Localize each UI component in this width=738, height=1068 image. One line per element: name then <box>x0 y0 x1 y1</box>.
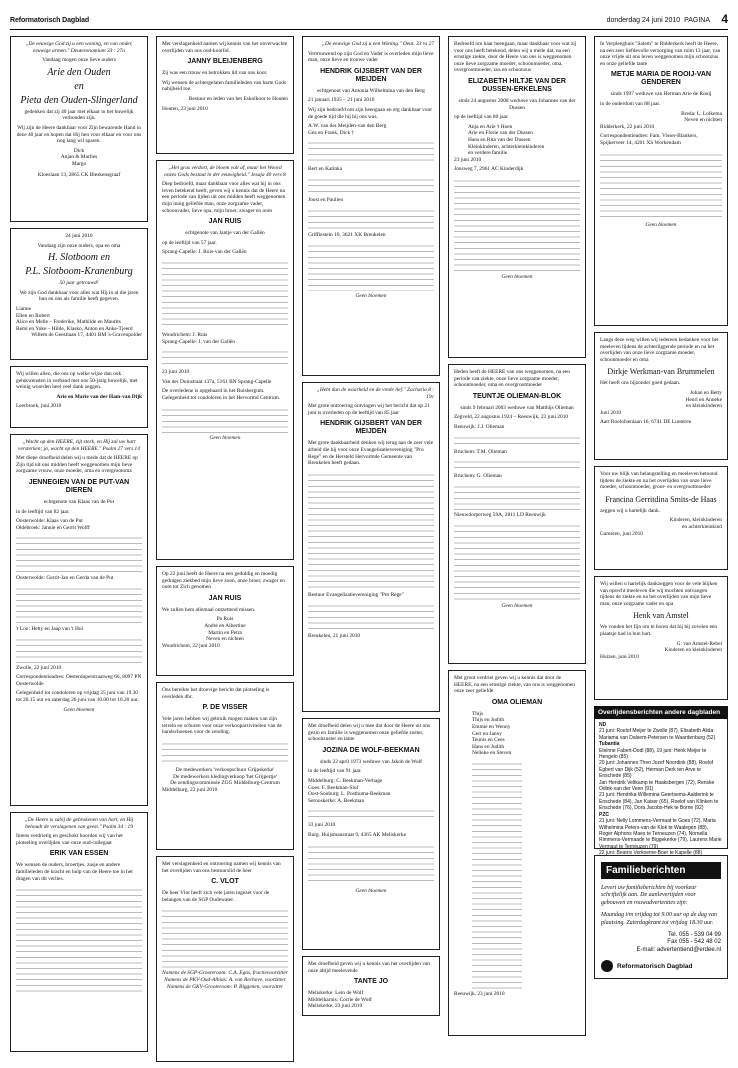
text-lines <box>162 405 288 433</box>
subtitle: sinds 1997 weduwe van Herman Arie de Rooij <box>610 91 712 98</box>
name: Henk van Amstel <box>633 611 689 621</box>
text: gedenken dat zij 40 jaar met elkaar in het huwelijk verbonden zijn. <box>24 108 134 122</box>
familieberichten-box <box>594 855 728 979</box>
deceased-name: ELIZABETH HILTJE VAN DER DUSSEN-ERKELENS <box>468 77 566 93</box>
text: Met grote ontroering ontvingen wij het bericht dat op 21 juni is overleden op de leeftijd van 85 jaar <box>308 403 430 416</box>
family-lines <box>16 584 142 624</box>
family-member: Middelharnis: Corrie de Wolf <box>308 996 372 1003</box>
date: Zegveld, 22 augustus 1924 – Reeuwijk, 23 juni 2010 <box>454 414 569 421</box>
family-lines <box>308 806 434 820</box>
death-notice-oma-olieman <box>448 670 586 1036</box>
subtitle: echtgenote van Klaas van de Put <box>43 498 115 505</box>
text-lines <box>162 906 288 968</box>
text: Ons bereikte het droevige bericht dat plotseling is overleden dhr. <box>162 687 270 700</box>
subtitle: sinds 24 augustus 2008 weduwe van Johannes van der Dussen <box>458 97 576 111</box>
text-lines <box>308 842 434 886</box>
family-lines <box>472 759 522 989</box>
body: Zij was een trouw en betrokken lid van ons koor. <box>162 70 268 77</box>
age: in de leeftijd van 82 jaar. <box>16 508 70 515</box>
deceased-name: TANTE JO <box>353 978 389 986</box>
address: Aart Roelofsenlaan 16, 6741 DE Lunteren <box>600 419 692 426</box>
text: Langs deze weg willen wij iedereen bedanken voor het meeleven tijdens de achterliggende periode en na het overlijden van onze lieve zorgzame moeder, schoonmoeder en oma <box>600 337 719 363</box>
address: Burg. Huijsmanstraat 9, 4365 AK Meliskerke <box>308 831 406 838</box>
deceased-name: TEUNTJE OLIEMAN-BLOK <box>472 392 562 400</box>
family-member: Bert en Katinka <box>308 166 343 173</box>
wish: Wij zijn de Heere dankbaar voor Zijn bewarende Hand in deze 40 jaar en hopen dat Hij hen voor elkaar en voor ons nog lang wil sparen. <box>16 124 142 145</box>
body: Wij zijn bedroefd om zijn heengaan en erg dankbaar voor de goede tijd die hij bij ons was. <box>308 106 433 120</box>
date: 21 januari 1925 – 21 juni 2010 <box>308 97 375 104</box>
death-notice-tante-jo <box>302 956 440 1016</box>
intro: Diep bedroefd, maar dankbaar voor alles wat hij in ons leven betekend heeft, geven wij u kennis dat de Heere na een periode van lijden uit ons midden heeft weggenomen mijn innig geliefde man, onze zorgzame vader, schoonvader, lieve opa, mijn broer, zwager en oom <box>162 181 286 214</box>
date: 23 juni 2010 <box>162 369 190 376</box>
address: Willem de Geestlaan 17, 4401 BM 's-Gravenpolder <box>31 332 142 339</box>
family-member: Lianne <box>16 305 31 312</box>
paper-name: PZC <box>599 811 609 818</box>
family-member: Teunis en Cees <box>472 737 505 744</box>
family-member: A.W. van der Meijden-van den Berg <box>308 123 387 130</box>
family-list <box>454 424 580 510</box>
death-notice-van-der-dussen <box>448 36 586 358</box>
obituary-line: 21 juni: Nelly Lommens-Vermaat te Goes (72), Maria Wilhelmina Peters-van de Klok te Waalegen (88), Roger Alphons Maes te Terneuzen (74), Nornella Rimmens-Vermaade te Biggekerke (79), Laurens Marie Vermaut te Terneuzen (79) <box>599 818 722 850</box>
family-member: Bruchem: T.M. Olieman <box>454 448 507 455</box>
deceased-name: ERIK VAN ESSEN <box>49 850 109 858</box>
verse: „De Heere is sabij de gebrokenen van hart, en Hij behoudt de verslagenen van geest." Psalm 34 : 19 <box>24 817 134 830</box>
intro: Vandaag zijn onze ouders, opa en oma <box>37 242 121 249</box>
family-list <box>16 148 142 168</box>
text: In Verpleeghuis "Salem" te Ridderkerk heeft de Heere, na een zeer liefdevolle verzorging van ruim 13 jaar, van onze vrijde uit ons leven weggenomen mijn schoonzus en onze geliefde tante <box>600 41 721 67</box>
death-notice-van-de-put <box>10 434 148 806</box>
date: Ridderkerk, 22 juni 2010 <box>600 123 655 130</box>
deceased-name: P. DE VISSER <box>202 704 248 712</box>
signature: Bestuur en leden van het Eskolkoor te Houten <box>188 95 288 102</box>
family-member: Gea en Frank, Dick † <box>308 129 355 136</box>
closing: Geen bloemen <box>645 221 677 228</box>
death-notice-van-essen <box>10 812 148 1052</box>
death-notice-jan-ruis <box>156 160 294 560</box>
name-2: Pieta den Ouden-Slingerland <box>20 94 138 106</box>
family-lines <box>308 206 434 230</box>
obituary-line: Jan Hendrik Veltkamp te Haaksbergen (72), Renske Odink-van der Veen (91) <box>599 779 715 793</box>
anniversary-ad-den-ouden <box>10 36 148 222</box>
family-member: Joost en Paulien <box>308 196 344 203</box>
column-4 <box>448 36 586 1056</box>
signature: De medewerkers kledingverkoop 'het Grijpertje' <box>173 773 277 780</box>
family-lines <box>454 433 580 447</box>
family-list <box>308 123 434 229</box>
signature-list <box>162 970 288 990</box>
text: Met verslagenheid namen wij kennis van het onverwachte overlijden van ons oud-koorlid. <box>162 41 288 54</box>
death-notice-pro-rege <box>302 382 440 712</box>
family-member: Thijs <box>472 710 484 717</box>
family-member: Bruchem: G. Olieman <box>454 473 502 480</box>
thanks-ad-smits <box>594 466 728 570</box>
family-list <box>454 124 580 157</box>
text: De overledene is opgebaard in het Ruisbergum. Gelegenheid tot condoleren in het Hervormd Centrum. <box>162 388 281 401</box>
address: Correspondentieadres: Fam. Visser-Blankers, Spijkerveer 14, 4201 XS Workendam <box>600 133 698 146</box>
name-1: H. Slotboom en <box>48 252 110 264</box>
family-member: Arie en Florie van der Dussen <box>468 130 533 137</box>
date: Meliskerke, 23 juni 2010 <box>308 1003 363 1010</box>
family-list <box>16 518 142 662</box>
text: Met verslagenheid en ontroering namen wij kennis van het overlijden van ons bestuurslid de heer <box>162 861 281 874</box>
family-list <box>454 711 580 989</box>
date: Zwolle, 22 juni 2010 <box>16 664 62 671</box>
family-member: en kleinkinderen <box>685 403 722 410</box>
family-member: André en Albertine <box>204 622 246 629</box>
intro: Met diepe droefheid delen wij u mede dat de HEERE op Zijn tijd uit ons midden heeft weggenomen mijn lieve zorgzame vrouw, onze moeder, oma en overgrootoma <box>16 455 138 475</box>
address: Correspondentieadres: Oesterdoperstraatweg 66, 8097 PN Oosterwolde <box>16 674 142 687</box>
family-member: Nelleke en Steven <box>472 750 512 757</box>
family-lines <box>16 635 142 663</box>
signature: Breda: L. Lolkema <box>681 110 722 117</box>
deadline-info: Maandag t/m vrijdag tot 9.00 uur op de dag van plaatsing. Zaterdagkrant tot vrijdag 18.30 uur. <box>601 912 717 926</box>
age: op de leeftijd van 80 jaar. <box>454 114 509 121</box>
family-member: Meliskerke: Lein de Wolf <box>308 990 364 997</box>
deceased-name: JAN RUIS <box>208 218 242 226</box>
obituary-line: 21 juni: Hendrika Willemina Geertsema-Aalderink te Enschede (84), Jan Kaiser (65), Roelof van Klinken te Enschede (76), Dora Jacobs-Hek te Borne (92) <box>599 792 719 812</box>
text: Met groot verdriet geven wij u kennis dat door de HEERE, na een ernstige ziekte, van ons is weggenomen onze zeer geliefde <box>454 675 575 695</box>
text-lines <box>308 241 434 291</box>
date: 33 juni 2010 <box>308 822 336 829</box>
verse: „Het gras verdort, de bloem valt af, maar het Woord onzes Gods bestaat in der eeuwigheid." Jesaja 40 vers 8 <box>164 165 286 178</box>
signature: Namens de GKV-Grooteroom: P. Blggenen, voorzitter <box>166 983 284 990</box>
family-member: Reeuwijk: J.J. Olieman <box>454 423 505 430</box>
text: Vertrouwend op zijn God en Vader is overleden mijn lieve man, onze lieve en trouwe vader <box>308 50 434 64</box>
name-2: P.L. Slotboom-Kranenburg <box>25 266 133 278</box>
logo-text: Reformatorisch Dagblad <box>617 962 693 970</box>
death-notice-van-der-meijden <box>302 36 440 376</box>
box-title: Familieberichten <box>601 862 721 879</box>
page-label: PAGINA <box>684 17 710 24</box>
deceased-name: C. VLOT <box>211 878 239 886</box>
thanks-ad-werkman <box>594 332 728 460</box>
subtitle: echtgenote van Jantje van der Gallën <box>185 230 265 237</box>
family-member: 't Loo: Hetty en Jaap van 't Hul <box>16 625 84 632</box>
family-member: Hans en Rita van der Dussen <box>468 136 531 143</box>
family-member: Oldebroek: Jannie en Gerrit Wolff <box>16 524 90 531</box>
family-member: Woudrichem: J. Ruis <box>162 331 208 338</box>
date: Middelburg, 22 juni 2010 <box>162 786 218 793</box>
family-member: Sprang-Capelle: J. Ruis-van der Gallën <box>162 249 247 256</box>
years: 50 jaar getrouwd! <box>59 280 99 287</box>
deceased-name: OMA OLIEMAN <box>491 698 543 706</box>
name: Francina Gerritdina Smits-de Haas <box>605 494 717 504</box>
family-member: Thijs en Judith <box>472 717 505 724</box>
age: in de leeftijd van 91 jaar. <box>308 768 362 775</box>
obituary-list <box>594 719 728 857</box>
signature: De zendingscommissie ZGG Middelburg-Centrum <box>170 780 280 787</box>
signature: G. van Amstel-Rebel <box>676 640 722 647</box>
closing: Geen bloemen <box>63 706 95 713</box>
signature: Bestuur Evangelisatievereniging "Pro Rege" <box>308 591 404 598</box>
signature-list <box>162 767 288 787</box>
family-member: en verdere familie <box>468 150 508 157</box>
deceased-name: JENNEGIEN VAN DE PUT-VAN DIEREN <box>28 478 130 494</box>
text-lines <box>162 739 288 765</box>
column-3 <box>302 36 440 1056</box>
subtitle: echtgenoot van Antonia Wilhelmina van den Berg <box>317 87 425 94</box>
text: Met droefheid delen wij u mee dat door de Heere uit ons gezin en familie is weggenomen onze geliefde zuster, schoonzuster en tante <box>308 723 430 743</box>
family-member: Henri en Anneke <box>685 396 722 403</box>
address: Jonsweg 7, 2961 AC Kinderdijk <box>454 166 524 173</box>
names: Arie en Marie van der Ham-van Dijk <box>56 393 142 400</box>
intro: Vandaag mogen onze lieve ouders <box>42 57 116 64</box>
family-list <box>308 778 434 820</box>
text: Intens verdrietig en geschokt hoorden wij van het plotseling overlijden van onze oud-collegaat <box>16 833 123 846</box>
death-notice-de-rooij <box>594 36 728 326</box>
section-title: Overlijdensberichten andere dagbladen <box>594 706 728 719</box>
signature: Kinderen en kleinkinderen <box>664 647 722 654</box>
family-lines <box>308 138 434 164</box>
body: zeggen wij u hartelijk dank. <box>600 507 661 514</box>
verse: „Wacht op den HEERE, zijt sterk, en Hij zal uw hart versterken; ja, wacht op den HEERE." Psalm 27 vers 14 <box>18 439 140 452</box>
family-list <box>162 616 288 642</box>
text: Gelegenheid tot condoleren op vrijdag 25 juni van 19.30 tot 20.15 uur en zaterdag 26 juni van 10.00 tot 10.20 uur. <box>16 690 139 703</box>
family-lines <box>454 457 580 471</box>
text: Wij willen u hartelijk dankzeggen voor de vele blijken van oprecht meeleven die wij mochten ontvangen tijdens de ziekte en na het overlijden van mijn lieve man, onze zorgzame vader en opa <box>600 581 718 607</box>
family-lines <box>308 175 434 195</box>
obituary-line: 21 juni: Roelof Meijer te Zwolle (87), Elisabeth Alida Mariama van Dalsem-Petersen te Waardenburg (52) <box>599 728 716 741</box>
date: Houten, 23 juni 2010 <box>162 105 208 112</box>
family-member: Anja en Arie 't Hoen <box>468 123 513 130</box>
date: 24 juni 2010 <box>65 233 93 239</box>
family-member: Alice en Melle – Frederike, Mathilde en Maurits <box>16 319 121 326</box>
text-lines <box>308 470 434 590</box>
age: op de leeftijd van 57 jaar. <box>162 239 217 246</box>
family-lines <box>162 258 288 330</box>
body: Vele jaren hebben wij gebruik mogen maken van zijn terrein en schuren voor onze verkoopactiviteiten van de handschoenen voor de zending. <box>162 716 282 736</box>
header-date <box>607 17 710 24</box>
deceased-name: HENDRIK GIJSBERT VAN DER MEIJDEN <box>320 67 422 83</box>
family-member: Oosterwolde: Gerrit-Jan en Gerda van de Put <box>16 575 114 582</box>
family-member: Pa Ruis <box>216 616 234 623</box>
closing: Geen bloemen <box>355 293 387 300</box>
conjunction: en <box>74 80 84 92</box>
death-notice-vlot <box>156 856 294 1062</box>
address: Nieuwdorperweg 59A, 2811 LD Reeuwijk <box>454 511 546 518</box>
wish: We zijn God dankbaar voor alles wat Hij in al die jaren hun en ons als familie heeft gegeven. <box>19 289 139 303</box>
body: We zullen hem allemaal ontzettend missen. <box>162 606 256 613</box>
family-lines <box>162 347 288 367</box>
date: 23 juni 2010 <box>454 156 482 163</box>
name-1: Arie den Ouden <box>47 66 111 78</box>
subtitle: sinds 22 april 1973 weduwe van Jakob de Wolf <box>320 758 422 765</box>
address: Griffiestein 10, 3621 XK Breukelen <box>308 231 386 238</box>
family-member: Ellen en Robert <box>16 312 50 319</box>
text: Met droefheid geven wij u kennis van het overlijden van onze altijd meelevende <box>308 961 431 974</box>
brand-name: Reformatorisch Dagblad <box>10 17 90 24</box>
signature-lines <box>308 601 434 631</box>
family-member: Gert en Janny <box>472 730 502 737</box>
family-member: Oost-Souburg: L. Posthuma-Beekman <box>308 791 391 798</box>
closing: Geen bloemen <box>501 273 533 280</box>
signature: Neven en nichten <box>684 117 722 124</box>
family-member: Anjan & Marlies <box>60 154 98 161</box>
date: Reeuwijk, 23 juni 2010 <box>454 990 505 997</box>
wish: Wij wensen de achtergelaten familieleden van harte Gods nabijheid toe. <box>162 79 287 93</box>
signature: Kinderen, kleinkinderen <box>669 517 722 524</box>
family-member: Dick <box>73 147 85 154</box>
family-member: Margo <box>71 160 87 167</box>
date: Juni 2010 <box>600 409 622 416</box>
fax-number: Fax 055 - 542 48 02 <box>667 939 721 946</box>
newspaper-page <box>10 8 728 1060</box>
text-lines <box>454 176 580 272</box>
deceased-name: METJE MARIA DE ROOIJ-VAN GENDEREN <box>611 71 711 87</box>
address: Kloeslaan 13, 2865 CK Bleskensgraaf <box>37 171 121 178</box>
deceased-name: JOZINA DE WOLF-BEEKMAN <box>322 746 420 754</box>
signature: Namens de SGP-Grooteroom: C.A. Egas, fractievoorzitter <box>162 970 288 977</box>
column-2 <box>156 36 294 1056</box>
other-papers-obituaries <box>594 706 728 857</box>
place: Leerbroek, juni 2010 <box>16 403 62 410</box>
subtitle: sinds 9 februari 2003 weduwe van Matthijs Olieman <box>460 404 574 411</box>
death-notice-olieman-blok <box>448 364 586 664</box>
address: Van der Duinstraat 137a, 5161 BN Sprang-Capelle <box>162 378 272 385</box>
logo-icon <box>601 960 613 972</box>
submission-info: Levert uw familieberichten bij voorkeur schriftelijk aan. De aanlevertijden voor gebouwen en rouwadvertenties zijn: <box>601 885 697 906</box>
paper-name: Tubantia <box>599 741 620 748</box>
logo <box>601 960 721 972</box>
obituary-line: 20 juni: Johannes Theo Jozef Noordink (88), Roelof Egbert van Dijk (52), Herman Derk ten Arve te Enschede (85) <box>599 760 714 780</box>
text: Heden heeft de HEERE van ons weggenomen, na een periode van ziekte, onze lieve zorgzame moeder, schoonmoeder, oma en overgrootmoeder <box>454 369 571 389</box>
family-member: Neven en nichten <box>206 636 244 643</box>
text: Wij willen allen, die ons op welke wijze dan ook gelukwensten in verband met ons 50-jarig huwelijk, met weinig woorden heel veel dank zeggen. <box>16 371 138 391</box>
signatures-lines <box>16 885 142 995</box>
family-member: Hans en Judith <box>472 743 505 750</box>
date: Breukelen, 21 juni 2010 <box>308 633 361 640</box>
family-member: Emmie en Wenny <box>472 723 511 730</box>
body: We vonden het fijn om te horen dat hij bij zovelen een plaatsje had in hun hart. <box>600 624 718 637</box>
body: Het heeft ons bijzonder goed gedaan. <box>600 380 681 387</box>
page-header <box>10 8 728 30</box>
family-lines <box>454 482 580 510</box>
death-notice-bleijenberg <box>156 36 294 154</box>
age: in de ouderdom van 88 jaar. <box>600 100 661 107</box>
date: Huizen, juni 2010 <box>600 653 639 660</box>
family-member: Middelburg: C. Beekman-Verhage <box>308 777 383 784</box>
family-member: Martin en Petra <box>208 629 242 636</box>
deceased-name: HENDRIK GIJSBERT VAN DER MEIJDEN <box>320 420 422 436</box>
family-member: Kleinkinderen, achterkleinkinderen <box>468 143 545 150</box>
verse: „De eeuwige God zij u een Woning." Deut. 33 vs 27 <box>322 41 434 47</box>
death-notice-jan-ruis-son <box>156 566 294 676</box>
body: De heer Vlot heeft zich vele jaren ingezet voor de belangen van de SGP Oudewater. <box>162 890 270 903</box>
body: Met grote dankbaarheid denken wij terug aan de zeer vele arbeid die hij voor onze Evangelisatievereniging "Pro Rege" en de Hersteld Hervormde Gemeente van Breukelen heeft gedaan. <box>308 440 433 467</box>
signature: en achterkleinkind <box>682 523 722 530</box>
family-member: Oosterwolde: Klaas van de Put <box>16 518 83 525</box>
email-address: E-mail: advertentiend@erdee.nl <box>636 946 721 953</box>
death-notice-de-visser <box>156 682 294 850</box>
text: Voor uw blijk van belangstelling en meeleven betoond tijdens de ziekte en na het overlijden van onze lieve moeder, schoonmoeder, groot- en overgrootmoeder <box>600 471 718 491</box>
death-notice-de-wolf-beekman <box>302 718 440 950</box>
text: Op 22 juni heeft de Heere na een geduldig en moedig gedragen ziekbed mijn lieve zoon, onze broer, zwager en oom tot Zich genomen <box>162 571 285 591</box>
closing: Geen bloemen <box>501 603 533 610</box>
obituary-line: Eleinne Fabert-Dodl (88), 19 juni: Henk Meijer te Hengelo (85) <box>599 747 707 761</box>
verse: „De eeuwige God zij u een woning, en van onder, eeuwige armen." Deuteronomium 33 : 27a <box>25 41 133 54</box>
closing: Geen bloemen <box>209 434 241 441</box>
family-member: Goes: F. Beekman-Slof <box>308 784 359 791</box>
deceased-name: JAN RUIS <box>208 594 242 602</box>
phone-number: Tel. 055 - 539 04 99 <box>667 932 721 939</box>
family-member: Sprang-Capelle: J. van der Gallën <box>162 338 235 345</box>
text: Bedroefd om haar heengaan, maar dankbaar voor wat zij voor ons heeft betekend, delen wij u mede dat, na een ernstige ziekte, door de Heere van ons is weggenomen onze lieve zorgzame moeder, schoonmoeder, oma, overgrootmoeder, zus en schoonzus <box>454 41 577 74</box>
text-lines <box>600 150 722 220</box>
closing: Geen bloemen <box>355 887 387 894</box>
name: Dirkje Werkman-van Brummelen <box>607 367 715 377</box>
family-member: Remi en Yoke – Hilde, Klasko, Anton en Anke-Tjeerd <box>16 325 133 332</box>
page-number: 4 <box>721 12 728 26</box>
paper-name: ND <box>599 722 607 728</box>
date: Woudrichem, 22 juni 2010 <box>162 642 220 649</box>
family-list <box>16 306 142 332</box>
signature: Namens de PKV-Oud-Albias: A. van Rechove, voorzitter <box>164 976 286 983</box>
anniversary-ad-slotboom <box>10 228 148 360</box>
column-5 <box>594 36 728 1056</box>
date: Gameren, juni 2010 <box>600 530 643 537</box>
thanks-ad-van-amstel <box>594 576 728 700</box>
family-member: Johan en Betty <box>689 389 722 396</box>
verse: „Hebt dan de waarheid en de vrede lief." Zacharia 8 : 19c <box>316 387 434 400</box>
thanks-ad-van-der-ham <box>10 366 148 428</box>
body: We wensen de ouders, broertjes, zusje en andere familieleden de kracht en hulp van de Heere toe in het dragen van dit verlies. <box>16 862 133 882</box>
date-text: donderdag 24 juni 2010 <box>606 17 681 24</box>
signature: De medewerkers 'verkoopschuur Grijpskerke' <box>175 766 275 773</box>
family-member: Serooskerke: A. Beekman <box>308 797 365 804</box>
obituary-line: 22 juni: Beatrix Verkoeme-Boer te Kapelle (88) <box>599 850 703 857</box>
text-lines <box>454 521 580 601</box>
column-1 <box>10 36 148 1056</box>
deceased-name: JANNY BLEIJENBERG <box>187 58 263 66</box>
family-lines <box>16 533 142 573</box>
